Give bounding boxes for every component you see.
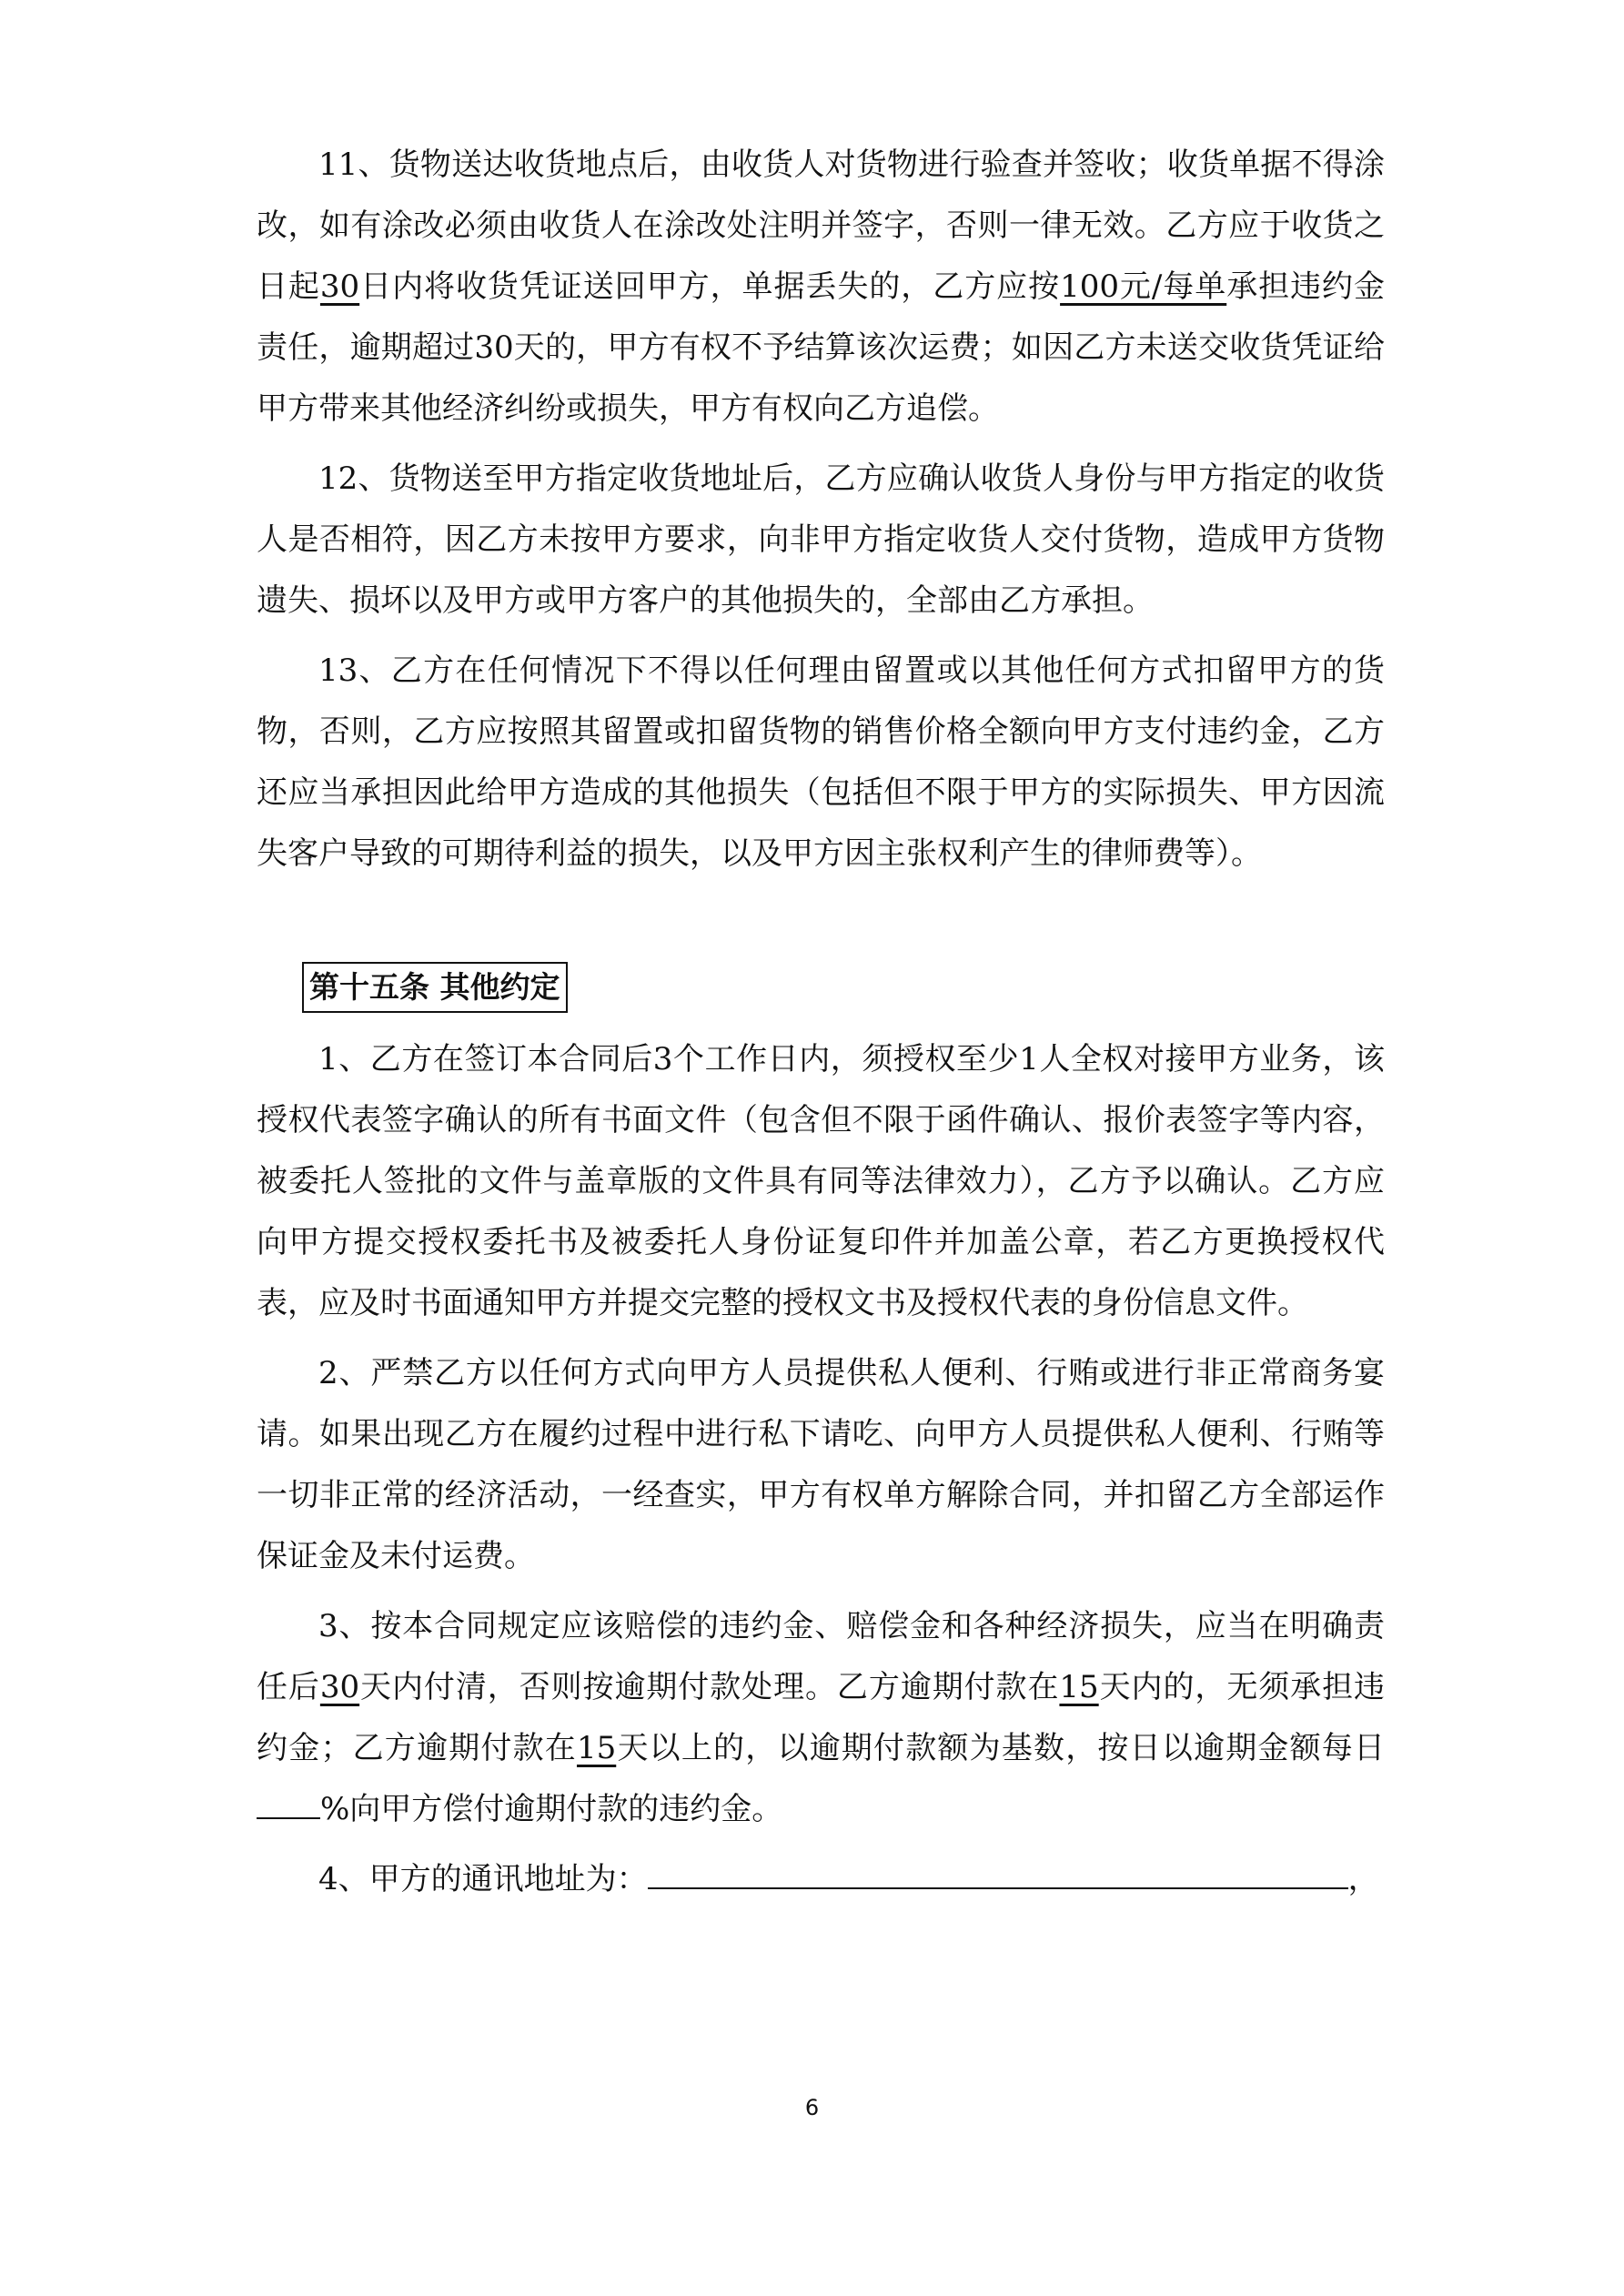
item-3-days-within: 15 xyxy=(1059,1669,1099,1705)
page-number: 6 xyxy=(804,2095,820,2120)
clause-13: 13、乙方在任何情况下不得以任何理由留置或以其他任何方式扣留甲方的货物，否则，乙方应按照其留置或扣留货物的销售价格全额向甲方支付违约金，乙方还应当承担因此给甲方造成的其他损失（包括但不限于甲方的实际损失、甲方因流失客户导致的可期待利益的损失，以及甲方因主张权利产生的律师费等）。 xyxy=(257,652,1385,872)
clause-12: 12、货物送至甲方指定收货地址后，乙方应确认收货人身份与甲方指定的收货人是否相符，因乙方未按甲方要求，向非甲方指定收货人交付货物，造成甲方货物遗失、损坏以及甲方或甲方客户的其他损失的，全部由乙方承担。 xyxy=(257,460,1385,619)
clause-11-text-a: 11、货物送达收货地点后，由收货人对货物进行验查并签收；收货单据不得涂改，如有涂改必须由收货人在涂改处注明并签字，否则一律无效。乙方应于收货之日起 xyxy=(257,147,1385,305)
section-15-item-4 xyxy=(257,1849,1385,1910)
clause-11-text-c: 承担违约金责任，逾期超过30天的，甲方有权不予结算该次运费；如因乙方未送交收货凭证给甲方带来其他经济纠纷或损失，甲方有权向乙方追偿。 xyxy=(257,268,1386,427)
section-heading-wrap xyxy=(257,957,1385,1018)
page-content xyxy=(257,135,1385,1910)
item-3-text-b: 天内付清，否则按逾期付款处理。乙方逾期付款在 xyxy=(359,1669,1060,1705)
clause-11-penalty: 100元/每单 xyxy=(1060,268,1227,305)
item-4-label: 4、甲方的通讯地址为： xyxy=(318,1861,648,1897)
item-3-text-c: 天内的，无须承担违约金；乙方逾期付款在 xyxy=(257,1669,1386,1766)
item-3-text-d: 天以上的，以逾期付款额为基数，按日以逾期金额每日 xyxy=(616,1730,1386,1766)
clause-11-text-b: 日内将收货凭证送回甲方，单据丢失的，乙方应按 xyxy=(359,268,1061,305)
item-3-text-e: %向甲方偿付逾期付款的违约金。 xyxy=(320,1791,783,1827)
item-3-days-over: 15 xyxy=(576,1730,617,1766)
item-3-days: 30 xyxy=(319,1669,360,1705)
section-15-item-3 xyxy=(257,1596,1385,1840)
item-3-rate-blank xyxy=(257,1788,320,1819)
clause-11-days: 30 xyxy=(319,268,360,305)
address-blank xyxy=(648,1858,1348,1889)
clause-11 xyxy=(257,135,1385,440)
section-15-item-2: 2、严禁乙方以任何方式向甲方人员提供私人便利、行贿或进行非正常商务宴请。如果出现乙方在履约过程中进行私下请吃、向甲方人员提供私人便利、行贿等一切非正常的经济活动，一经查实，甲方有权单方解除合同，并扣留乙方全部运作保证金及未付运费。 xyxy=(257,1355,1385,1574)
item-4-end: ， xyxy=(1347,1861,1379,1897)
item-3-text-a: 3、按本合同规定应该赔偿的违约金、赔偿金和各种经济损失，应当在明确责任后 xyxy=(257,1608,1385,1705)
section-15-heading: 第十五条 其他约定 xyxy=(302,962,568,1013)
section-15-item-1: 1、乙方在签订本合同后3个工作日内，须授权至少1人全权对接甲方业务，该授权代表签字确认的所有书面文件（包含但不限于函件确认、报价表签字等内容，被委托人签批的文件与盖章版的文件具有同等法律效力），乙方予以确认。乙方应向甲方提交授权委托书及被委托人身份证复印件并加盖公章，若乙方更换授权代表，应及时书面通知甲方并提交完整的授权文书及授权代表的身份信息文件。 xyxy=(257,1041,1385,1321)
